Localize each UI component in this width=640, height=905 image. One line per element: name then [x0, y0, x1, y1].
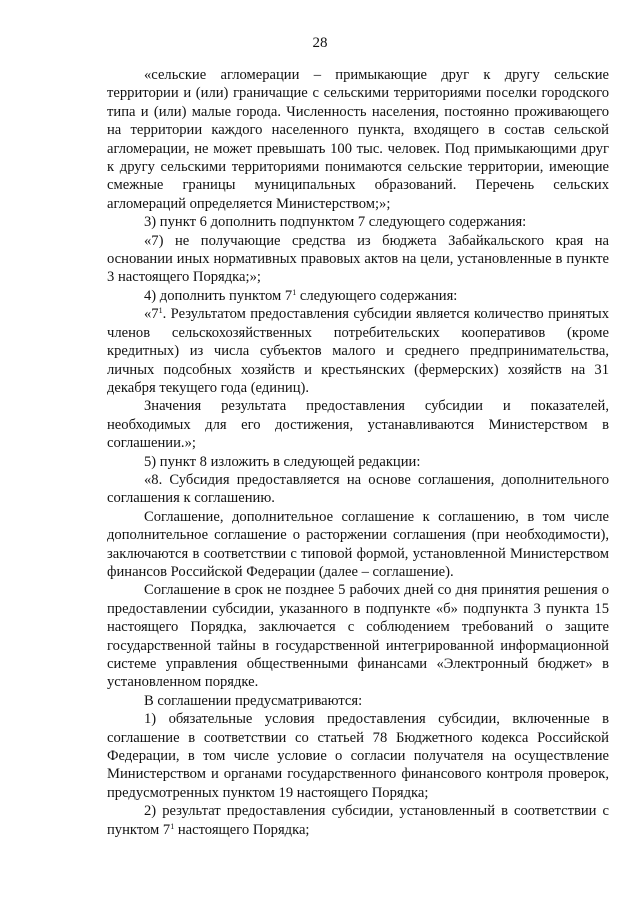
paragraph-text: Соглашение, дополнительное соглашение к соглашению, в том числе дополнительное соглашение о расторжении соглашения (при необходимости), заключаются в соответствии с типовой формой, установленной Министерством финансов Российской Федерации (далее – соглашение).: [107, 508, 609, 580]
paragraph-text: 5) пункт 8 изложить в следующей редакции:: [144, 453, 421, 470]
paragraph-text: «сельские агломерации – примыкающие друг к другу сельские территории и (или) граничащие с сельскими территориями поселки городского типа и (или) малые города. Численность населения, постоянно проживающего на территории каждого населенного пункта, входящего в состав сельской агломерации, не может превышать 100 тыс. человек. Под примыкающими друг к другу сельскими территориями понимаются сельские территории, имеющие смежные границы муниципальных образований. Перечень сельских агломераций определяется Министерством;»;: [107, 67, 609, 212]
paragraph-point-8: [107, 471, 609, 508]
paragraph-text: «7) не получающие средства из бюджета Забайкальского края на основании иных нормативных правовых актов на цели, установленные в пункте 3 настоящего Порядка;»;: [107, 232, 609, 286]
paragraph-text: «7: [144, 306, 159, 323]
paragraph-item-3: [107, 213, 609, 231]
paragraph-text: 2) результат предоставления субсидии, установленный в соответствии с пунктом 7: [107, 803, 609, 838]
paragraph-condition-2: [107, 802, 609, 839]
superscript: 1: [170, 821, 175, 831]
paragraph-text: 3) пункт 6 дополнить подпунктом 7 следующего содержания:: [144, 214, 527, 231]
paragraph-text: Значения результата предоставления субсидии и показателей, необходимых для его достижения, устанавливаются Министерством в соглашении.»;: [107, 398, 609, 452]
paragraph-rural-agglomerations: [107, 66, 609, 213]
paragraph-text: В соглашении предусматриваются:: [144, 692, 363, 709]
paragraph-item-5: [107, 453, 609, 471]
superscript: 1: [158, 306, 163, 316]
paragraph-subitem-7: [107, 232, 609, 287]
paragraph-agreement-provisions: [107, 692, 609, 710]
paragraph-text: «8. Субсидия предоставляется на основе соглашения, дополнительного соглашения к соглашению.: [107, 471, 609, 507]
paragraph-point-7-1: [107, 305, 609, 397]
paragraph-text: 1) обязательные условия предоставления субсидии, включенные в соглашение в соответствии со статьей 78 Бюджетного кодекса Российской Федерации, в том числе условие о согласии получателя на осуществление Министерством и органами государственного финансового контроля проверок, предусмотренных пунктом 19 настоящего Порядка;: [107, 711, 609, 801]
paragraph-result-values: [107, 397, 609, 452]
paragraph-text: настоящего Порядка;: [174, 821, 310, 838]
paragraph-text: 4) дополнить пунктом 7: [144, 287, 293, 304]
paragraph-agreement-term: [107, 581, 609, 691]
page-number: 28: [312, 35, 328, 51]
paragraph-condition-1: [107, 710, 609, 802]
paragraph-text: Соглашение в срок не позднее 5 рабочих дней со дня принятия решения о предоставлении субсидии, указанного в подпункте «б» подпункта 3 пункта 15 настоящего Порядка, заключается с соблюдением требований о защите государственной тайны в государственной интегрированной информационной системе управления общественными финансами «Электронный бюджет» в установленном порядке.: [107, 582, 609, 691]
paragraph-agreement-form: [107, 508, 609, 582]
body-text: [107, 66, 609, 839]
paragraph-text: следующего содержания:: [296, 287, 458, 304]
paragraph-item-4: [107, 287, 609, 305]
superscript: 1: [292, 287, 297, 297]
paragraph-text: . Результатом предоставления субсидии является количество принятых членов сельскохозяйственных потребительских кооперативов (кроме кредитных) из числа субъектов малого и среднего предпринимательства, личных подсобных хозяйств и крестьянских (фермерских) хозяйств на 31 декабря текущего года (единиц).: [107, 306, 609, 396]
